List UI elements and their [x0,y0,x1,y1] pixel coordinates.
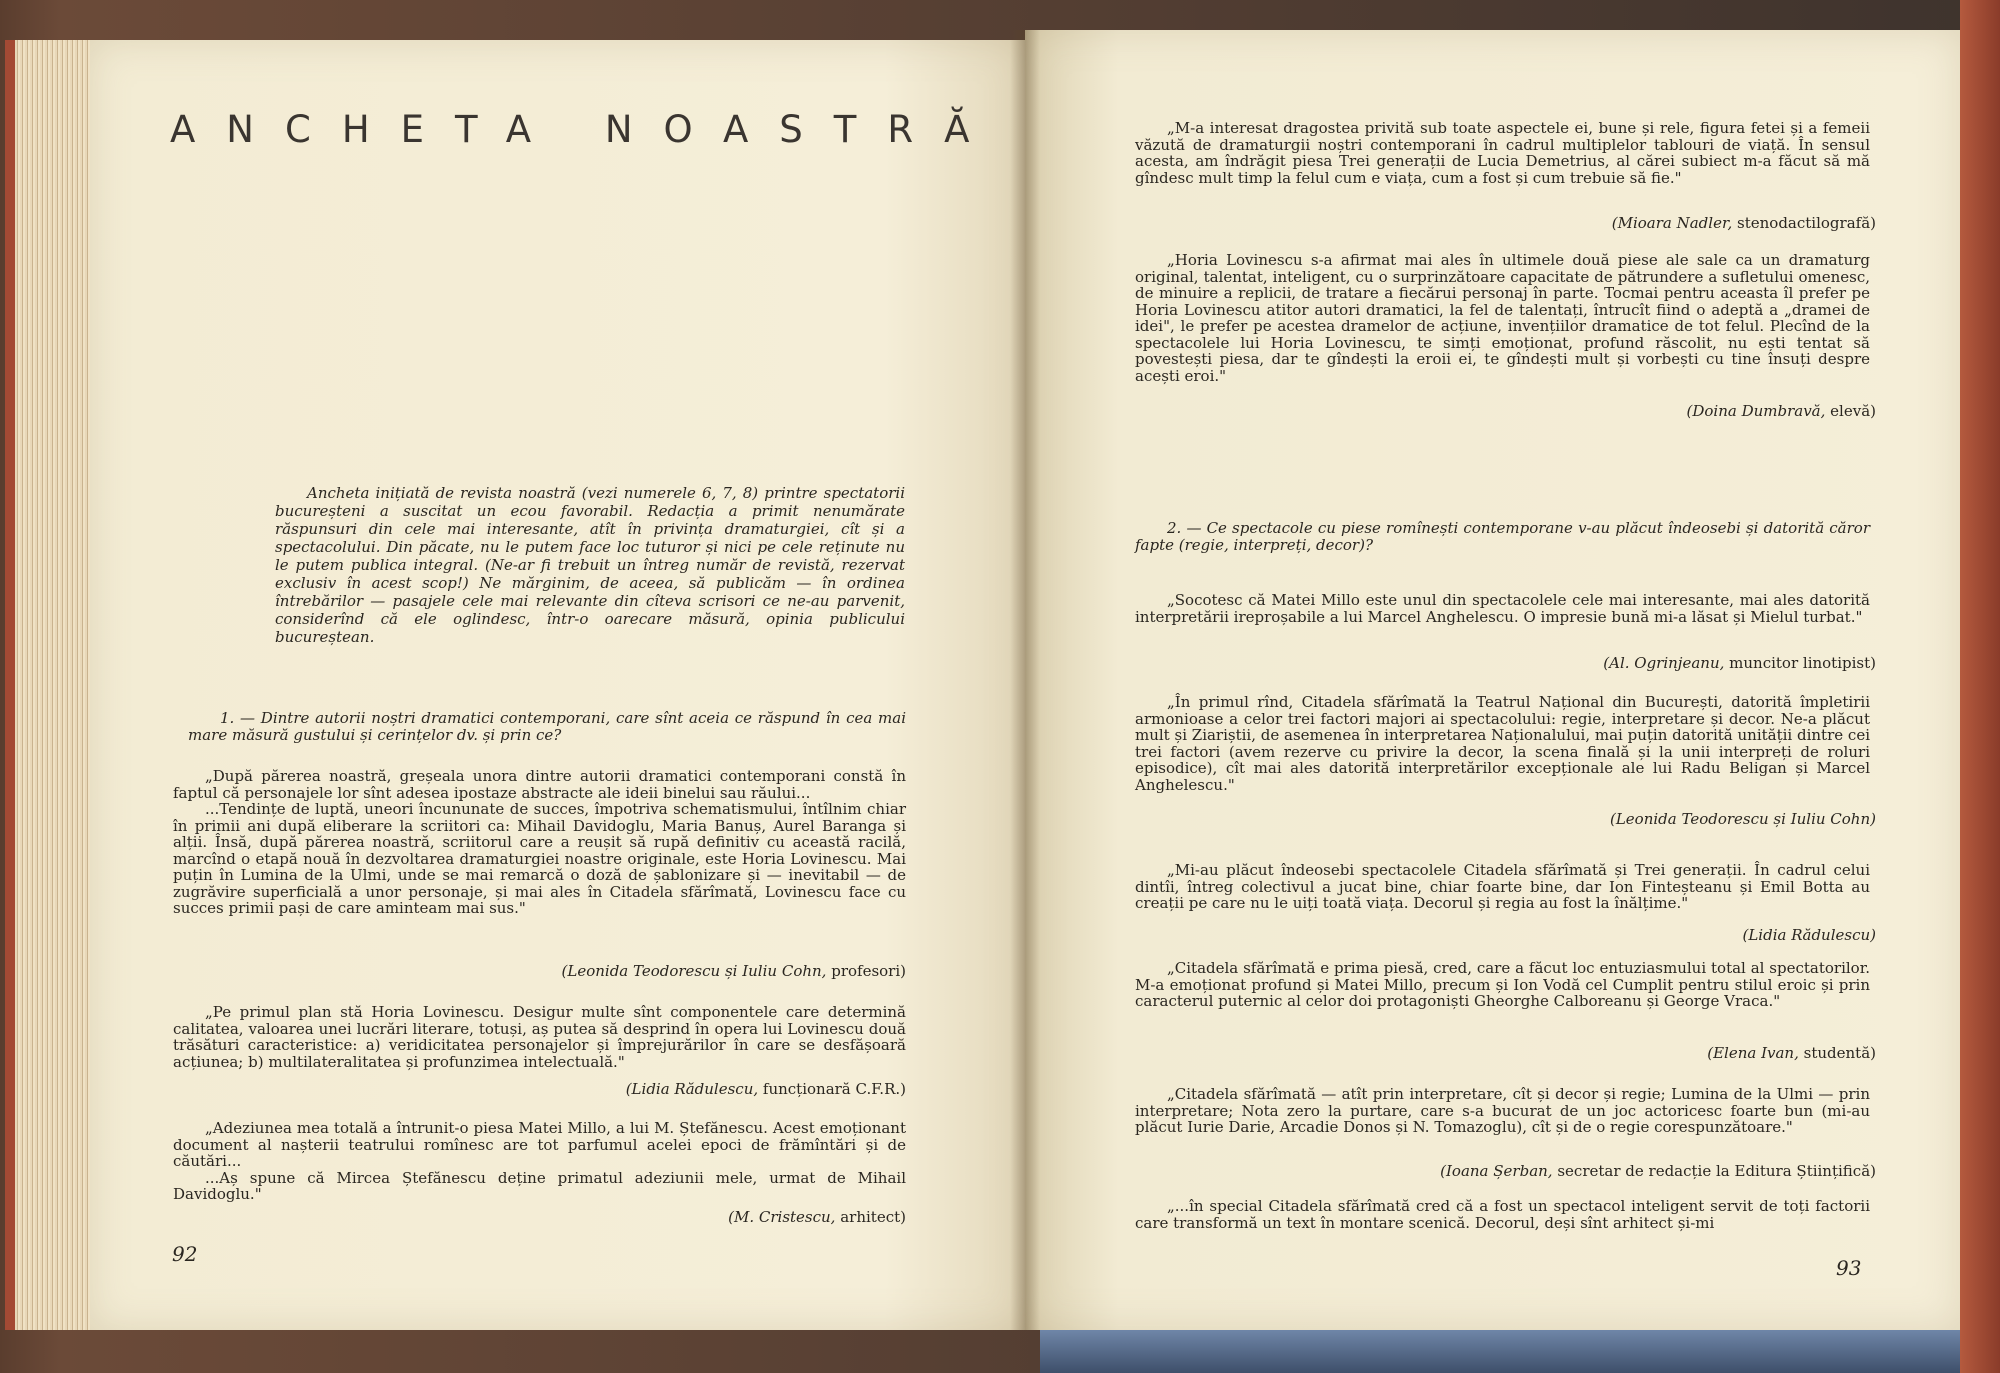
page-number-right: 93 [1836,1256,1862,1280]
right-signature-6: (Elena Ivan, studentă) [1707,1044,1876,1062]
answer-1: „După părerea noastră, greșeala unora dintre autorii dramatici contemporani constă în faptul că personajele lor sînt adesea ipostaze abstracte ale ideii binelui sau răului... ...Tendințe de luptă, uneori încununate de succes, împotriva schematismului, întîlnim chiar în primii ani după eliberare la scriitori ca: Mihail Davidoglu, Maria Banuș, Aurel Baranga și alții. Însă, după părerea noastră, scriitorul care a reușit să rupă definitiv cu această racilă, marcînd o etapă nouă în dezvoltarea dramaturgiei noastre originale, este Horia Lovinescu. Mai puțin în Lumina de la Ulmi, unde se mai remarcă o doză de șablonizare și — inevitabil — de zugrăvire superficială a unor personaje, și mai ales în Citadela sfărîmată, Lovinescu face cu succes primii pași de care aminteam mai sus." [173,767,906,917]
book-cover-edge [1960,0,2000,1373]
right-answer-3: „Socotesc că Matei Millo este unul din spectacolele cele mai interesante, mai ales datorită interpretării ireproșabile a lui Marcel Anghelescu. O impresie bună mi-a lăsat și Mielul turbat." [1135,591,1870,626]
right-answer-2: „Horia Lovinescu s-a afirmat mai ales în ultimele două piese ale sale ca un dramaturg original, talentat, inteligent, cu o surprinzătoare capacitate de pătrundere a sufletului omenesc, de minuire a replicii, de tratare a fiecărui personaj în parte. Tocmai pentru aceasta îl prefer pe Horia Lovinescu atitor autori dramatici, la fel de talentați, întrucît fiind o adeptă a „dramei de idei", le prefer pe acestea dramelor de acțiune, invențiilor dramatice de tot felul. Plecînd de la spectacolele lui Horia Lovinescu, te simți emoționat, profund răscolit, nu ești tentat să povestești piesa, dar te gîndești la eroii ei, te gîndești mult și vorbești cu tine însuți despre acești eroi." [1135,251,1870,385]
right-answer-6: „Citadela sfărîmată e prima piesă, cred, care a făcut loc entuziasmului total al spectatorilor. M-a emoționat profund și Matei Millo, precum și Ion Vodă cel Cumplit pentru stilul eroic și prin caracterul puternic al celor doi protagoniști Gheorghe Calboreanu și George Vraca." [1135,959,1870,1010]
page-title: ANCHETA NOASTRĂ [170,108,1001,151]
intro-paragraph: Ancheta inițiată de revista noastră (vezi numerele 6, 7, 8) printre spectatorii bucureșteni a suscitat un ecou favorabil. Redacția a primit nenumărate răspunsuri din cele mai interesante, atît în privința dramaturgiei, cît și a spectacolului. Din păcate, nu le putem face loc tuturor și nici pe cele reținute nu le putem publica integral. (Ne-ar fi trebuit un întreg număr de revistă, rezervat exclusiv în acest scop!) Ne mărginim, de aceea, să publicăm — în ordinea întrebărilor — pasajele cele mai relevante din cîteva scrisori ce ne-au parvenit, considerînd că ele oglindesc, într-o oarecare măsură, opinia publicului bucureștean. [275,484,905,646]
right-answer-1: „M-a interesat dragostea privită sub toate aspectele ei, bune și rele, figura fetei și a femeii văzută de dramaturgii noștri contemporani în cadrul multiplelor tablouri de viață. În sensul acesta, am îndrăgit piesa Trei generații de Lucia Demetrius, al cărei subiect m-a făcut să mă gîndesc mult timp la felul cum e viața, cum a fost și cum trebuie să fie." [1135,119,1870,187]
answer-2: „Pe primul plan stă Horia Lovinescu. Desigur multe sînt componentele care determină calitatea, valoarea unei lucrări literare, totuși, aș putea să desprind în opera lui Lovinescu două trăsături caracteristice: a) veridicitatea personajelor și împrejurărilor în care se desfășoară acțiunea; b) multilateralitatea și profunzimea intelectuală." [173,1003,906,1071]
right-signature-3: (Al. Ogrinjeanu, muncitor linotipist) [1603,654,1876,672]
answer-3: „Adeziunea mea totală a întrunit-o piesa Matei Millo, a lui M. Ștefănescu. Acest emoționant document al nașterii teatrului romînesc are tot parfumul acelei epoci de frămîntări și de căutări... ...Aș spune că Mircea Ștefănescu deține primatul adeziunii mele, urmat de Mihail Davidoglu." [173,1119,906,1203]
right-signature-1: (Mioara Nadler, stenodactilografă) [1611,214,1876,232]
cover-bottom [1040,1330,1960,1373]
signature-1: (Leonida Teodorescu și Iuliu Cohn, profesori) [561,962,906,980]
book-gutter [1010,30,1040,1330]
right-signature-4: (Leonida Teodorescu și Iuliu Cohn) [1609,810,1876,828]
right-signature-5: (Lidia Rădulescu) [1742,926,1876,944]
right-answer-8: „...în special Citadela sfărîmată cred că a fost un spectacol inteligent servit de toți factorii care transformă un text în montare scenică. Decorul, deși sînt arhitect și-mi [1135,1197,1870,1232]
right-signature-7: (Ioana Șerban, secretar de redacție la Editura Științifică) [1440,1162,1876,1180]
question-2: 2. — Ce spectacole cu piese romînești contemporane v-au plăcut îndeosebi și datorită căror fapte (regie, interpreți, decor)? [1135,519,1870,554]
right-answer-5: „Mi-au plăcut îndeosebi spectacolele Citadela sfărîmată și Trei generații. În cadrul celui dintîi, întreg colectivul a jucat bine, chiar foarte bine, dar Ion Finteșteanu și Emil Botta au creații pe care nu le uiți toată viața. Decorul și regia au fost la înălțime." [1135,861,1870,912]
right-signature-2: (Doina Dumbravă, elevă) [1686,402,1876,420]
signature-2: (Lidia Rădulescu, funcționară C.F.R.) [625,1080,906,1098]
right-answer-7: „Citadela sfărîmată — atît prin interpretare, cît și decor și regie; Lumina de la Ulmi — prin interpretare; Nota zero la purtare, care s-a bucurat de un joc actoricesc foarte bun (mi-au plăcut Iurie Darie, Arcadie Donos și N. Tomazoglu), cît și de o regie corespunzătoare." [1135,1085,1870,1136]
page-number-left: 92 [172,1242,198,1266]
right-answer-4: „În primul rînd, Citadela sfărîmată la Teatrul Național din București, datorită împletirii armonioase a celor trei factori majori ai spectacolului: regie, interpretare și decor. Ne-a plăcut mult și Ziariștii, de asemenea în interpretarea Naționalului, mai puțin datorită unității dintre cei trei factori (avem rezerve cu privire la decor, la scena finală și la unii interpreți de roluri episodice), cît mai ales datorită interpretărilor excepționale ale lui Radu Beligan și Marcel Anghelescu." [1135,693,1870,794]
question-1: 1. — Dintre autorii noștri dramatici contemporani, care sînt aceia ce răspund în cea mai mare măsură gustului și cerințelor dv. și prin ce? [188,709,906,744]
signature-3: (M. Cristescu, arhitect) [728,1208,906,1226]
